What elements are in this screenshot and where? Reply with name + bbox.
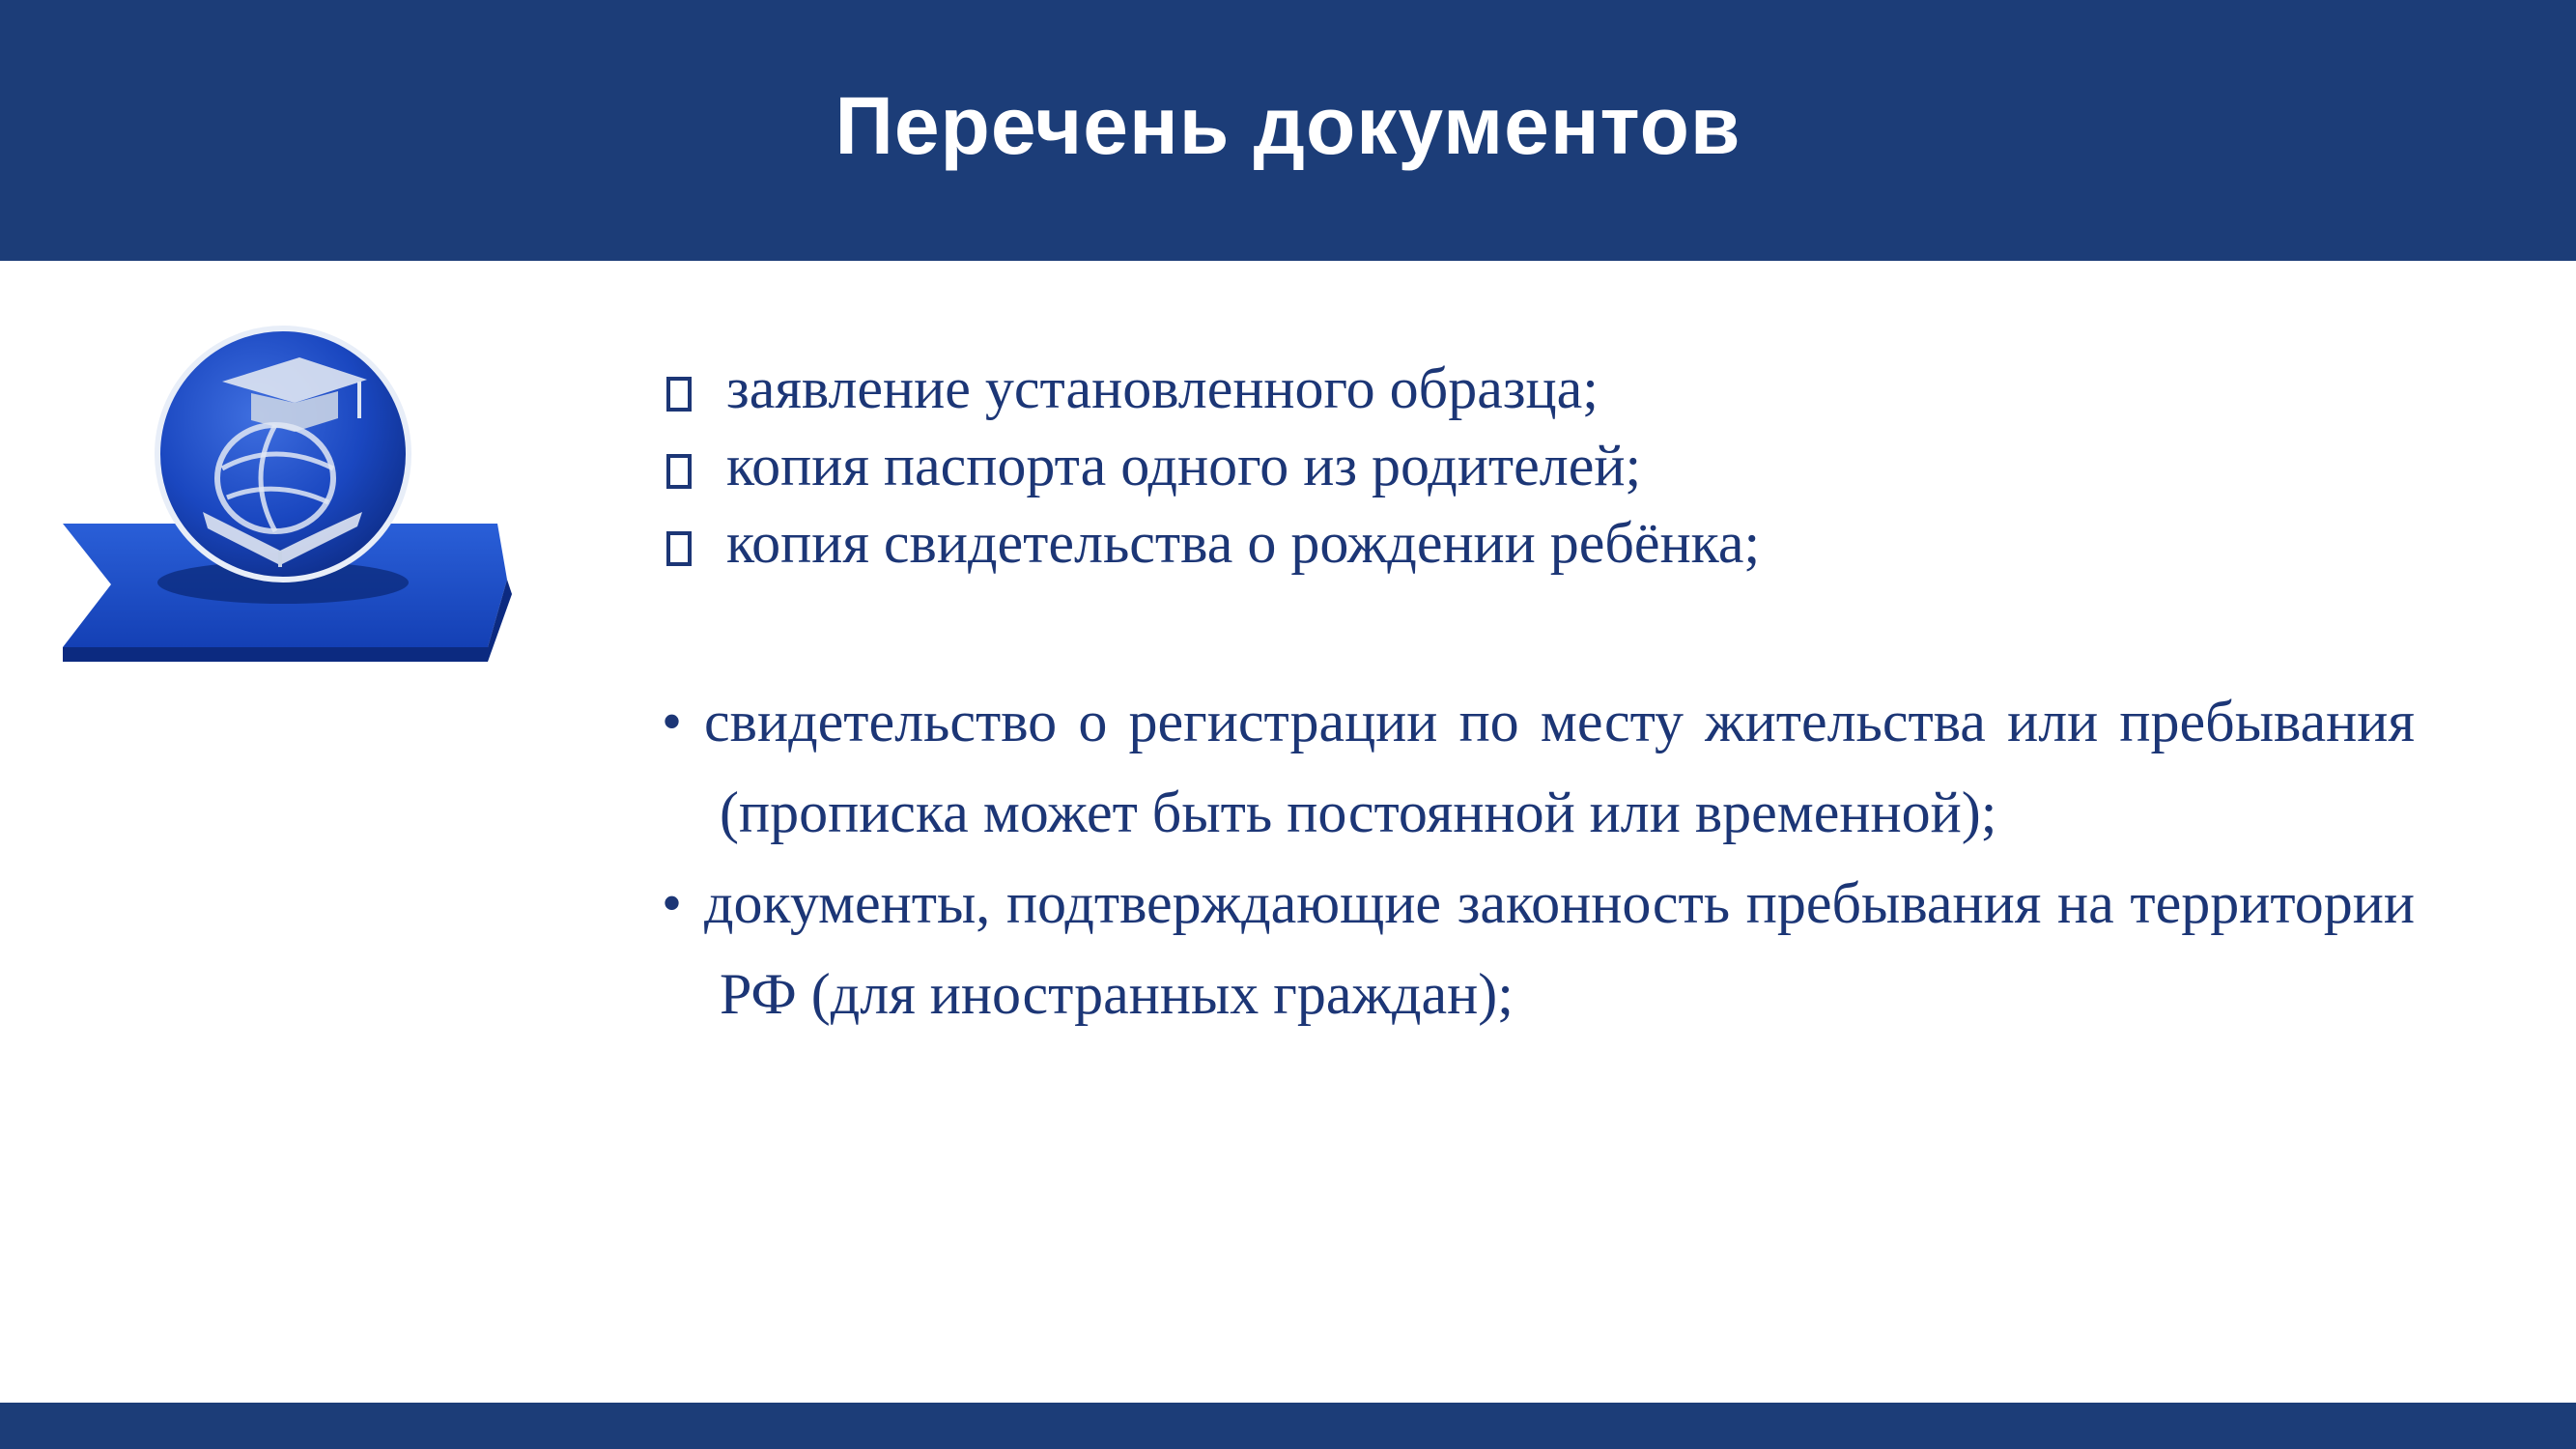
checklist (666, 350, 2405, 582)
checkbox-square-icon (666, 377, 692, 412)
graduation-cap-globe-book-icon (58, 324, 512, 681)
checkbox-square-icon (666, 454, 692, 489)
list-item: • свидетельство о регистрации по месту жительства или пребывания (прописка может быть постоянной или временной); (662, 676, 2415, 858)
bullet-list (662, 676, 2415, 1039)
bullet-dot-icon: • (662, 871, 683, 935)
slide-title: Перечень документов (835, 79, 1741, 171)
list-item: заявление установленного образца; (666, 350, 2405, 427)
checkbox-square-icon (666, 531, 692, 566)
list-item: • документы, подтверждающие законность пребывания на территории РФ (для иностранных граждан); (662, 858, 2415, 1039)
footer-bar (0, 1403, 2576, 1449)
list-item: копия паспорта одного из родителей; (666, 427, 2405, 504)
list-item: копия свидетельства о рождении ребёнка; (666, 504, 2405, 582)
bullet-dot-icon: • (662, 690, 683, 753)
